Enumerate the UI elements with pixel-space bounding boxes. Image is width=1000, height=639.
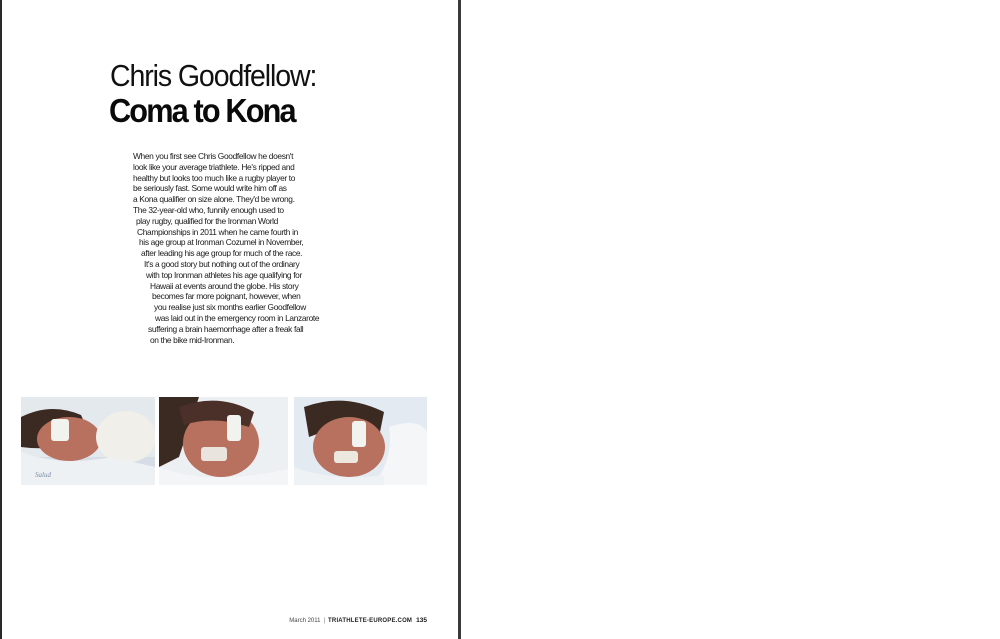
body-line: Championships in 2011 when he came fourth in — [137, 226, 298, 237]
hospital-photo-2 — [159, 397, 288, 485]
page-footer — [289, 617, 427, 624]
patient-image-1 — [21, 397, 155, 485]
headline-subtitle: Coma to Kona — [109, 92, 295, 129]
patient-image-3 — [294, 397, 427, 485]
body-line: after leading his age group for much of the race. — [141, 248, 303, 259]
article-body — [133, 151, 333, 345]
body-line: look like your average triathlete. He's ripped and — [133, 161, 295, 172]
body-line: When you first see Chris Goodfellow he doesn't — [133, 151, 294, 161]
body-line: on the bike mid-Ironman. — [150, 334, 235, 345]
body-line: It's a good story but nothing out of the ordinary — [144, 258, 300, 269]
page-number: 135 — [416, 617, 427, 624]
body-line: his age group at Ironman Cozumel in November, — [139, 237, 304, 248]
body-line: a Kona qualifier on size alone. They'd be wrong. — [133, 194, 295, 205]
body-line: play rugby, qualified for the Ironman World — [136, 215, 278, 226]
issue-date: March 2011 — [289, 618, 321, 624]
svg-text:Salud: Salud — [35, 471, 51, 479]
body-line: The 32-year-old who, funnily enough used to — [133, 204, 284, 215]
website-url: TRIATHLETE-EUROPE.COM — [328, 618, 413, 624]
headline-name: Chris Goodfellow: — [110, 58, 317, 93]
body-line: with top Ironman athletes his age qualifying for — [146, 269, 302, 280]
hospital-photo-1 — [21, 397, 155, 485]
body-line: healthy but looks too much like a rugby player to — [133, 172, 296, 183]
body-line: you realise just six months earlier Goodfellow — [154, 302, 306, 313]
footer-separator: | — [323, 618, 326, 624]
right-page-blank — [461, 0, 1000, 639]
body-line: becomes far more poignant, however, when — [152, 291, 301, 302]
body-line: suffering a brain haemorrhage after a freak fall — [148, 323, 304, 334]
patient-image-2 — [159, 397, 288, 485]
left-page — [0, 0, 458, 639]
body-line: was laid out in the emergency room in Lanzarote — [155, 312, 320, 323]
hospital-photo-3 — [294, 397, 427, 485]
body-line: be seriously fast. Some would write him off as — [133, 183, 287, 194]
body-line: Hawaii at events around the globe. His story — [150, 280, 299, 291]
